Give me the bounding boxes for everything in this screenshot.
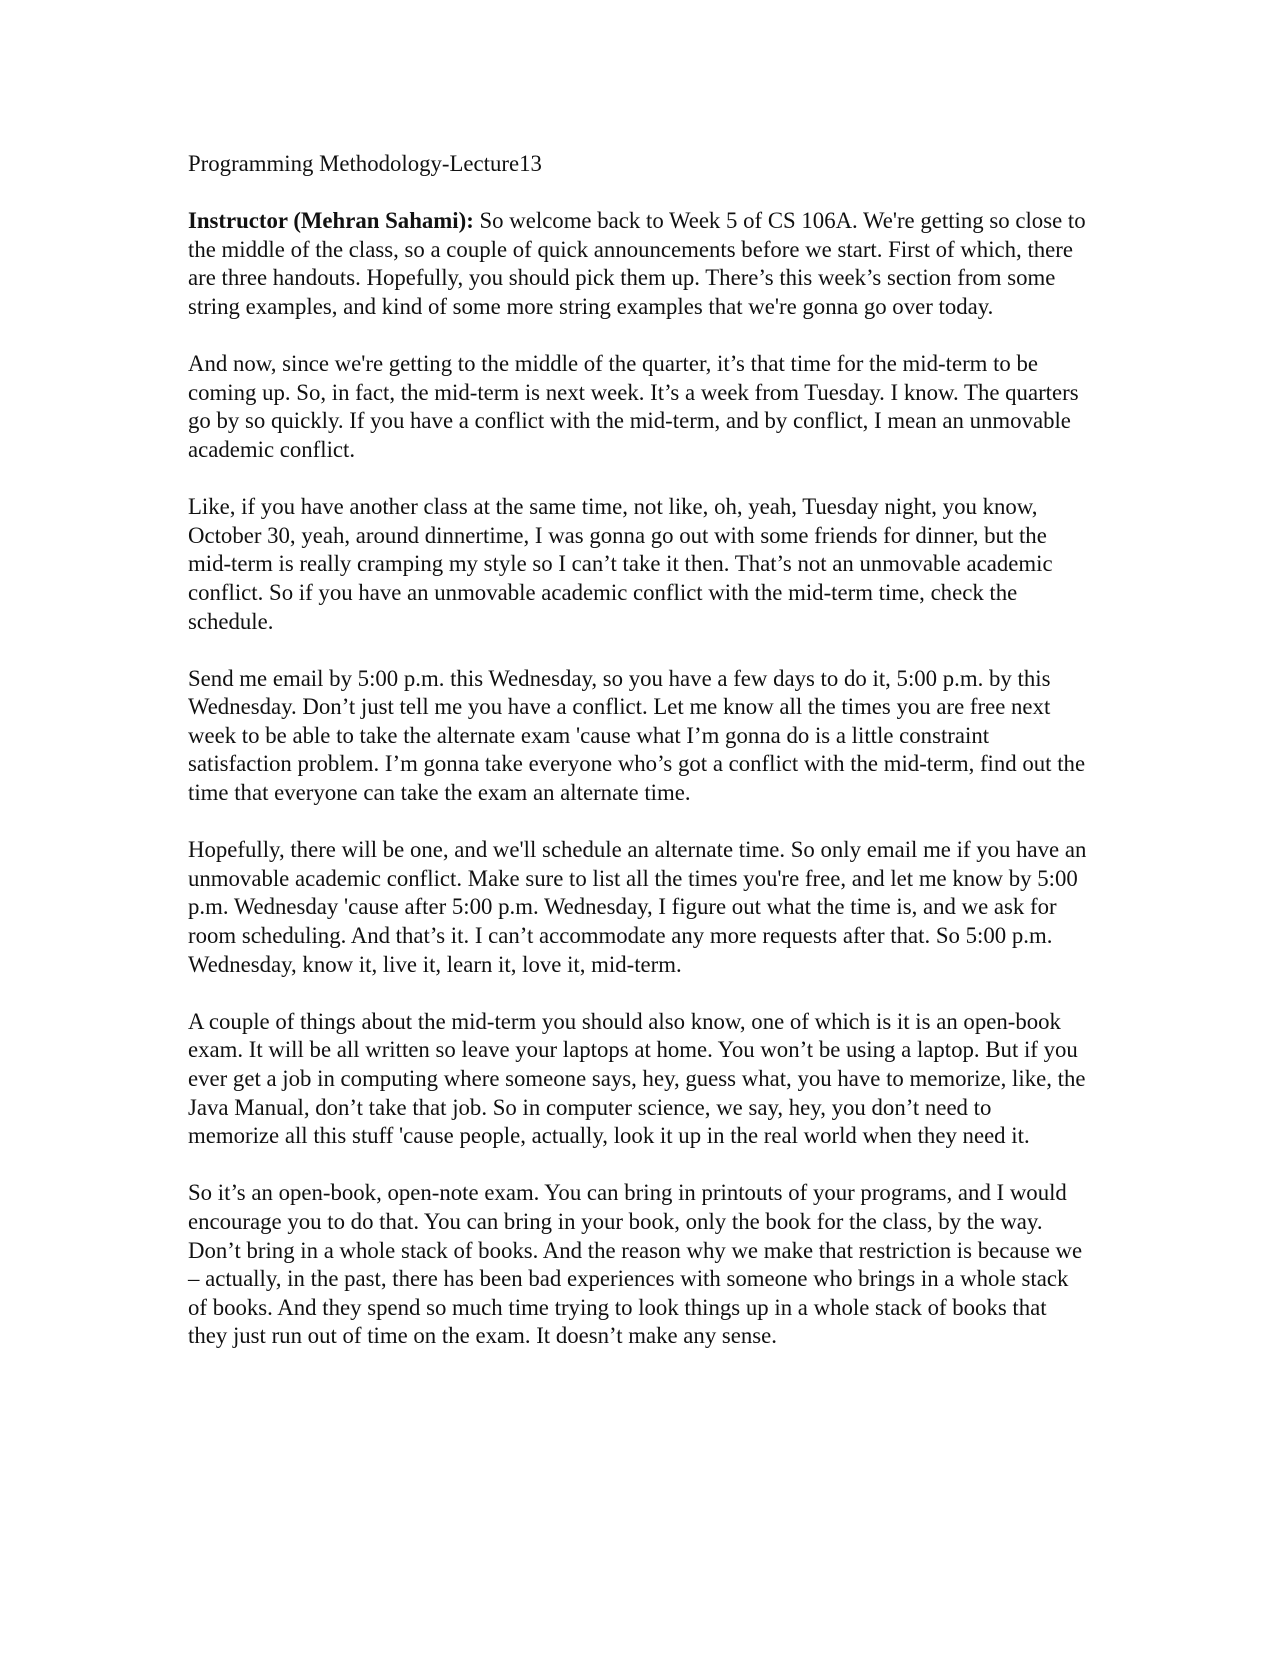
paragraph-1	[188, 207, 1088, 321]
paragraph-2: And now, since we're getting to the middle of the quarter, it’s that time for the mid-term to be coming up. So, in fact, the mid-term is next week. It’s a week from Tuesday. I know. The quarters go by so quickly. If you have a conflict with the mid-term, and by conflict, I mean an unmovable academic conflict.	[188, 351, 1079, 462]
paragraph-5: Hopefully, there will be one, and we'll schedule an alternate time. So only email me if you have an unmovable academic conflict. Make sure to list all the times you're free, and let me know by 5:00 p.m. Wednesday 'cause after 5:00 p.m. Wednesday, I figure out what the time is, and we ask for room scheduling. And that’s it. I can’t accommodate any more requests after that. So 5:00 p.m. Wednesday, know it, live it, learn it, love it, mid-term.	[188, 837, 1087, 977]
paragraph-4: Send me email by 5:00 p.m. this Wednesday, so you have a few days to do it, 5:00 p.m. by this Wednesday. Don’t just tell me you have a conflict. Let me know all the times you are free next week to be able to take the alternate exam 'cause what I’m gonna do is a little constraint satisfaction problem. I’m gonna take everyone who’s got a conflict with the mid-term, find out the time that everyone can take the exam an alternate time.	[188, 665, 1086, 806]
paragraph-6: A couple of things about the mid-term you should also know, one of which is it is an open-book exam. It will be all written so leave your laptops at home. You won’t be using a laptop. But if you ever get a job in computing where someone says, hey, guess what, you have to memorize, like, the Java Manual, don’t take that job. So in computer science, we say, hey, you don’t need to memorize all this stuff 'cause people, actually, look it up in the real world when they need it.	[188, 1008, 1086, 1149]
paragraph-1-text: So welcome back to Week 5 of CS 106A. We're getting so close to the middle of the class, so a couple of quick announcements before we start. First of which, there are three handouts. Hopefully, you should pick them up. There’s this week’s section from some string examples, and kind of some more string examples that we're gonna go over today.	[188, 208, 1086, 319]
paragraph-3: Like, if you have another class at the same time, not like, oh, yeah, Tuesday night, you know, October 30, yeah, around dinnertime, I was gonna go out with some friends for dinner, but the mid-term is really cramping my style so I can’t take it then. That’s not an unmovable academic conflict. So if you have an unmovable academic conflict with the mid-term time, check the schedule.	[188, 494, 1053, 634]
document-page	[188, 150, 1088, 1380]
speaker-label: Instructor (Mehran Sahami):	[188, 208, 474, 234]
document-title: Programming Methodology-Lecture13	[188, 151, 542, 176]
paragraph-7: So it’s an open-book, open-note exam. You can bring in printouts of your programs, and I would encourage you to do that. You can bring in your book, only the book for the class, by the way. Don’t bring in a whole stack of books. And the reason why we make that restriction is because we – actually, in the past, there has been bad experiences with someone who brings in a whole stack of books. And they spend so much time trying to look things up in a whole stack of books that they just run out of time on the exam. It doesn’t make any sense.	[188, 1180, 1083, 1349]
